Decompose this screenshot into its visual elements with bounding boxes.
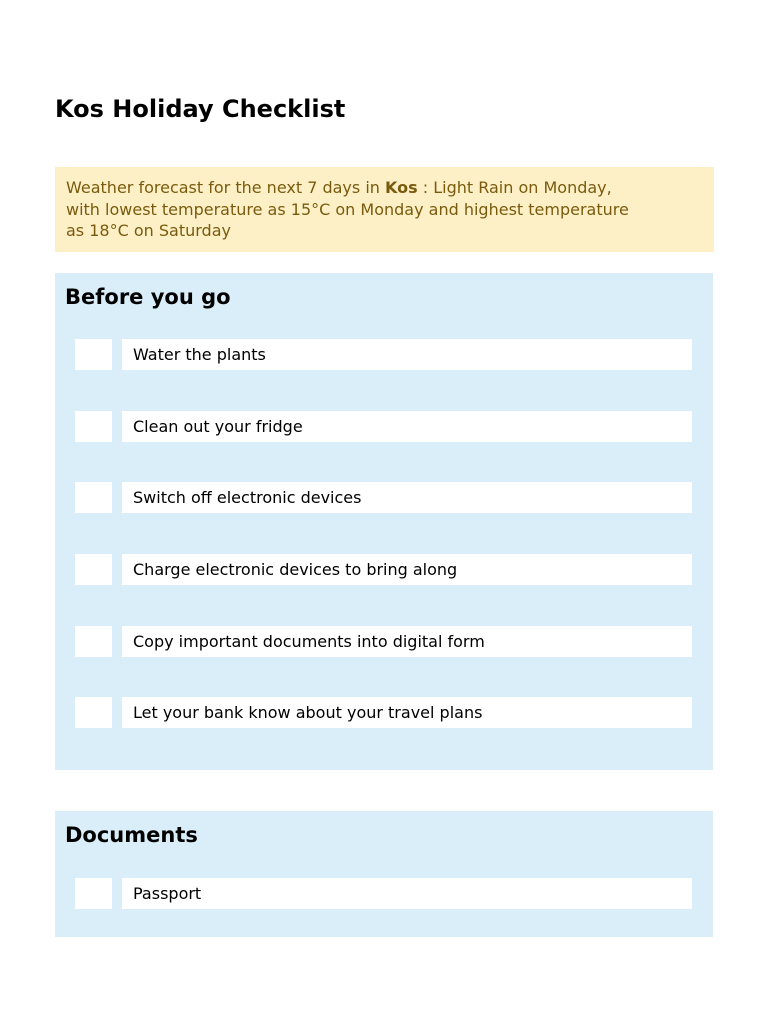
forecast-line-2: with lowest temperature as 15°C on Monday and highest temperature	[66, 199, 629, 219]
checklist-item	[75, 339, 692, 371]
section-title: Before you go	[65, 285, 231, 309]
section-before-you-go	[55, 273, 713, 770]
checklist-item	[75, 482, 692, 514]
section-documents	[55, 811, 713, 937]
item-checkbox[interactable]	[75, 554, 112, 585]
item-checkbox[interactable]	[75, 697, 112, 728]
checklist-item	[75, 554, 692, 586]
item-label: Let your bank know about your travel plans	[122, 697, 692, 728]
item-label: Switch off electronic devices	[122, 482, 692, 513]
item-label: Charge electronic devices to bring along	[122, 554, 692, 585]
forecast-prefix: Weather forecast for the next 7 days in	[66, 178, 385, 197]
checklist-item	[75, 626, 692, 658]
checklist-item	[75, 411, 692, 443]
item-checkbox[interactable]	[75, 878, 112, 909]
item-checkbox[interactable]	[75, 339, 112, 370]
weather-forecast-banner	[55, 167, 714, 252]
section-title: Documents	[65, 823, 198, 847]
item-label: Water the plants	[122, 339, 692, 370]
checklist-item	[75, 878, 692, 910]
item-label: Passport	[122, 878, 692, 909]
forecast-line-1	[66, 177, 704, 199]
item-checkbox[interactable]	[75, 482, 112, 513]
page-title: Kos Holiday Checklist	[55, 95, 346, 123]
item-label: Clean out your fridge	[122, 411, 692, 442]
forecast-condition: : Light Rain on Monday,	[417, 178, 612, 197]
item-checkbox[interactable]	[75, 411, 112, 442]
checklist-item	[75, 697, 692, 729]
item-label: Copy important documents into digital form	[122, 626, 692, 657]
item-checkbox[interactable]	[75, 626, 112, 657]
forecast-line-3: as 18°C on Saturday	[66, 221, 231, 240]
forecast-location: Kos	[385, 178, 418, 197]
